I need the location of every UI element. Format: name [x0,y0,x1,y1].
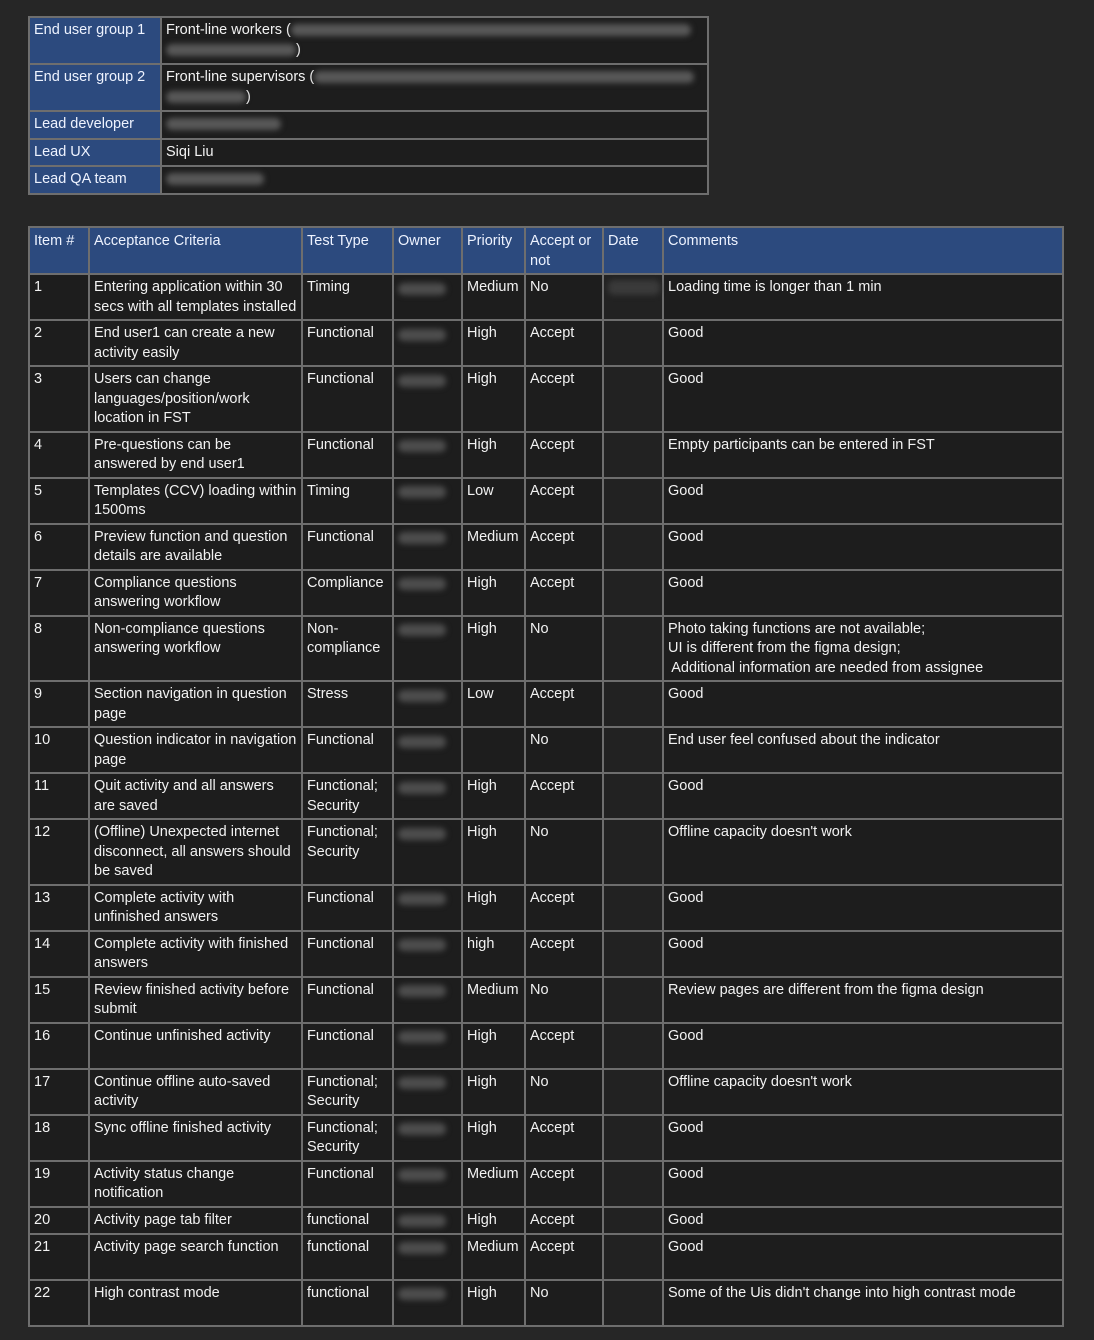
cell-item: 6 [29,524,89,570]
table-body [29,274,1063,1326]
cell-date [603,366,663,432]
cell-owner [393,1207,462,1234]
cell-date [603,977,663,1023]
cell-acceptance-criteria: High contrast mode [89,1280,302,1326]
cell-comments [663,1207,1063,1234]
info-value-suffix: ) [296,41,301,58]
table-row [29,432,1063,478]
cell-item: 22 [29,1280,89,1326]
comment-line: Loading time is longer than 1 min [668,279,882,295]
redacted-owner [398,1215,446,1227]
cell-item: 4 [29,432,89,478]
cell-date [603,274,663,320]
cell-acceptance-criteria: Compliance questions answering workflow [89,570,302,616]
header-row [29,227,1063,274]
cell-date [603,1115,663,1161]
cell-priority: Medium [462,274,525,320]
cell-owner [393,977,462,1023]
cell-owner [393,727,462,773]
cell-owner [393,1234,462,1280]
cell-accept: No [525,1069,603,1115]
cell-owner [393,616,462,682]
redacted-name [166,118,281,130]
redacted-name [291,24,691,36]
cell-date [603,681,663,727]
table-row [29,1023,1063,1069]
comment-line: End user feel confused about the indicator [668,732,940,748]
project-info-table [28,16,709,195]
cell-test-type: Stress [302,681,393,727]
cell-owner [393,432,462,478]
cell-date [603,1234,663,1280]
cell-test-type: Functional; Security [302,819,393,885]
cell-owner [393,1023,462,1069]
comment-line: Offline capacity doesn't work [668,1073,852,1090]
cell-comments [663,616,1063,682]
table-row [29,616,1063,682]
cell-item: 9 [29,681,89,727]
redacted-owner [398,1288,446,1300]
cell-comments [663,1280,1063,1326]
cell-item: 1 [29,274,89,320]
table-row [29,727,1063,773]
cell-date [603,320,663,366]
comment-line: Good [668,686,704,702]
cell-item: 18 [29,1115,89,1161]
cell-priority: High [462,432,525,478]
cell-test-type: Functional [302,1161,393,1207]
cell-acceptance-criteria: Review finished activity before submit [89,977,302,1023]
info-row [29,166,708,194]
table-row [29,320,1063,366]
cell-priority: High [462,1115,525,1161]
cell-acceptance-criteria: Users can change languages/position/work location in FST [89,366,302,432]
cell-test-type: Functional [302,977,393,1023]
comment-line: Good [668,935,704,952]
comment-line: Good [668,371,704,387]
acceptance-criteria-table [28,226,1064,1327]
cell-accept: Accept [525,366,603,432]
info-value [161,111,708,139]
comment-line: Review pages are different from the figma design [668,981,984,998]
cell-item: 14 [29,931,89,977]
header-accept: Accept or not [525,227,603,274]
comment-line: Good [668,889,704,906]
cell-comments [663,478,1063,524]
cell-comments [663,977,1063,1023]
cell-date [603,478,663,524]
cell-date [603,1023,663,1069]
cell-owner [393,885,462,931]
table-row [29,931,1063,977]
redacted-owner [398,624,446,636]
cell-date [603,1280,663,1326]
redacted-name [166,91,246,103]
cell-priority: High [462,570,525,616]
cell-comments [663,773,1063,819]
cell-item: 21 [29,1234,89,1280]
comment-line: Good [668,574,704,591]
cell-accept: No [525,819,603,885]
cell-date [603,819,663,885]
redacted-owner [398,486,446,498]
project-info-body [29,17,708,194]
cell-item: 10 [29,727,89,773]
header-comments: Comments [663,227,1063,274]
comment-line: Some of the Uis didn't change into high contrast mode [668,1284,1016,1301]
redacted-owner [398,1169,446,1181]
redacted-owner [398,690,446,702]
cell-date [603,1069,663,1115]
info-row [29,111,708,139]
header-priority: Priority [462,227,525,274]
cell-comments [663,1069,1063,1115]
redacted-name [314,71,694,83]
info-label: Lead UX [29,139,161,167]
redacted-owner [398,1242,446,1254]
comment-line: Good [668,778,704,794]
cell-item: 20 [29,1207,89,1234]
info-value-text: Front-line workers ( [166,22,291,38]
table-header [29,227,1063,274]
redacted-owner [398,782,446,794]
table-row [29,1207,1063,1234]
cell-date [603,885,663,931]
cell-comments [663,819,1063,885]
cell-item: 15 [29,977,89,1023]
cell-test-type: Timing [302,274,393,320]
redacted-owner [398,828,446,840]
cell-acceptance-criteria: Complete activity with unfinished answers [89,885,302,931]
cell-date [603,616,663,682]
comment-line: Good [668,1238,704,1255]
cell-test-type: Compliance [302,570,393,616]
comment-line: Photo taking functions are not available; [668,620,926,637]
cell-date [603,773,663,819]
table-row [29,1280,1063,1326]
cell-comments [663,681,1063,727]
header-item: Item # [29,227,89,274]
cell-test-type: Functional [302,727,393,773]
info-row [29,17,708,64]
info-label: End user group 2 [29,64,161,111]
table-row [29,885,1063,931]
cell-accept: Accept [525,478,603,524]
header-date: Date [603,227,663,274]
cell-accept: No [525,977,603,1023]
cell-test-type: Non-compliance [302,616,393,682]
cell-acceptance-criteria: End user1 can create a new activity easily [89,320,302,366]
cell-acceptance-criteria: Templates (CCV) loading within 1500ms [89,478,302,524]
cell-date [603,524,663,570]
cell-accept: No [525,616,603,682]
cell-acceptance-criteria: Activity page search function [89,1234,302,1280]
table-row [29,524,1063,570]
cell-acceptance-criteria: Continue unfinished activity [89,1023,302,1069]
cell-test-type: Functional; Security [302,1069,393,1115]
cell-priority: High [462,616,525,682]
cell-comments [663,366,1063,432]
cell-item: 8 [29,616,89,682]
redacted-owner [398,985,446,997]
info-value-text: Siqi Liu [166,143,214,160]
cell-comments [663,931,1063,977]
info-value [161,64,708,111]
cell-acceptance-criteria: Sync offline finished activity [89,1115,302,1161]
info-row [29,139,708,167]
redacted-owner [398,893,446,905]
info-value-text: Front-line supervisors ( [166,69,315,85]
cell-item: 13 [29,885,89,931]
cell-acceptance-criteria: Non-compliance questions answering workflow [89,616,302,682]
cell-accept: Accept [525,1207,603,1234]
comment-line: Good [668,482,704,499]
cell-item: 3 [29,366,89,432]
cell-date [603,1161,663,1207]
header-acceptance-criteria: Acceptance Criteria [89,227,302,274]
comment-line: Good [668,1119,704,1136]
cell-priority: High [462,320,525,366]
redacted-owner [398,440,446,452]
table-row [29,1115,1063,1161]
comment-line: Good [668,1211,704,1228]
cell-accept: Accept [525,773,603,819]
cell-date [603,432,663,478]
cell-comments [663,524,1063,570]
cell-acceptance-criteria: Activity page tab filter [89,1207,302,1234]
comment-line: Good [668,1165,704,1182]
info-row [29,64,708,111]
cell-item: 17 [29,1069,89,1115]
info-label: Lead QA team [29,166,161,194]
cell-priority: Medium [462,1161,525,1207]
cell-owner [393,1115,462,1161]
cell-test-type: Timing [302,478,393,524]
cell-date [603,570,663,616]
cell-accept: Accept [525,931,603,977]
cell-item: 11 [29,773,89,819]
table-row [29,274,1063,320]
redacted-name [166,44,296,56]
cell-priority [462,727,525,773]
cell-acceptance-criteria: Complete activity with finished answers [89,931,302,977]
info-value [161,166,708,194]
table-row [29,1234,1063,1280]
cell-priority: Low [462,478,525,524]
table-row [29,681,1063,727]
comment-line: Good [668,528,704,545]
cell-acceptance-criteria: Continue offline auto-saved activity [89,1069,302,1115]
cell-test-type: Functional; Security [302,773,393,819]
cell-test-type: functional [302,1280,393,1326]
info-label: Lead developer [29,111,161,139]
cell-test-type: Functional; Security [302,1115,393,1161]
table-row [29,819,1063,885]
table-row [29,1069,1063,1115]
cell-priority: High [462,885,525,931]
cell-acceptance-criteria: Preview function and question details are available [89,524,302,570]
cell-accept: No [525,727,603,773]
cell-accept: Accept [525,681,603,727]
cell-owner [393,819,462,885]
cell-comments [663,1115,1063,1161]
cell-date [603,1207,663,1234]
comment-line: Good [668,1027,704,1044]
cell-comments [663,274,1063,320]
table-row [29,478,1063,524]
cell-owner [393,274,462,320]
cell-comments [663,1023,1063,1069]
cell-priority: Medium [462,977,525,1023]
cell-comments [663,1161,1063,1207]
header-test-type: Test Type [302,227,393,274]
table-row [29,366,1063,432]
redacted-owner [398,1123,446,1135]
cell-priority: High [462,1207,525,1234]
cell-test-type: Functional [302,1023,393,1069]
cell-priority: High [462,1069,525,1115]
cell-priority: high [462,931,525,977]
cell-test-type: Functional [302,931,393,977]
cell-accept: Accept [525,1115,603,1161]
cell-priority: Medium [462,1234,525,1280]
redacted-owner [398,578,446,590]
cell-item: 19 [29,1161,89,1207]
redacted-owner [398,329,446,341]
cell-priority: High [462,366,525,432]
cell-comments [663,1234,1063,1280]
cell-accept: Accept [525,885,603,931]
cell-acceptance-criteria: Question indicator in navigation page [89,727,302,773]
cell-date [603,727,663,773]
cell-owner [393,1280,462,1326]
cell-owner [393,1161,462,1207]
cell-acceptance-criteria: (Offline) Unexpected internet disconnect, all answers should be saved [89,819,302,885]
cell-acceptance-criteria: Quit activity and all answers are saved [89,773,302,819]
redacted-owner [398,532,446,544]
cell-priority: Low [462,681,525,727]
cell-accept: Accept [525,432,603,478]
redacted-owner [398,736,446,748]
table-row [29,773,1063,819]
cell-accept: Accept [525,524,603,570]
cell-test-type: Functional [302,320,393,366]
cell-accept: Accept [525,1023,603,1069]
cell-item: 5 [29,478,89,524]
comment-line: Additional information are needed from assignee [668,659,984,676]
cell-priority: Medium [462,524,525,570]
table-row [29,570,1063,616]
cell-accept: No [525,274,603,320]
comment-line: Good [668,325,704,341]
cell-owner [393,931,462,977]
info-value [161,139,708,167]
cell-test-type: Functional [302,524,393,570]
cell-acceptance-criteria: Section navigation in question page [89,681,302,727]
cell-test-type: functional [302,1207,393,1234]
cell-accept: Accept [525,1234,603,1280]
cell-date [603,931,663,977]
cell-acceptance-criteria: Pre-questions can be answered by end user1 [89,432,302,478]
redacted-date [608,280,660,295]
cell-item: 16 [29,1023,89,1069]
cell-comments [663,432,1063,478]
redacted-owner [398,283,446,295]
cell-priority: High [462,1280,525,1326]
cell-owner [393,1069,462,1115]
info-value-suffix: ) [246,88,251,105]
cell-comments [663,885,1063,931]
cell-accept: Accept [525,1161,603,1207]
cell-owner [393,320,462,366]
cell-accept: Accept [525,320,603,366]
cell-owner [393,524,462,570]
cell-test-type: Functional [302,885,393,931]
cell-accept: Accept [525,570,603,616]
cell-owner [393,681,462,727]
cell-priority: High [462,773,525,819]
cell-acceptance-criteria: Entering application within 30 secs with all templates installed [89,274,302,320]
cell-comments [663,570,1063,616]
cell-owner [393,773,462,819]
comment-line: Empty participants can be entered in FST [668,436,935,453]
cell-comments [663,320,1063,366]
cell-item: 2 [29,320,89,366]
cell-owner [393,570,462,616]
table-row [29,1161,1063,1207]
info-label: End user group 1 [29,17,161,64]
cell-priority: High [462,1023,525,1069]
cell-test-type: Functional [302,366,393,432]
cell-acceptance-criteria: Activity status change notification [89,1161,302,1207]
redacted-owner [398,375,446,387]
cell-test-type: functional [302,1234,393,1280]
redacted-owner [398,1031,446,1043]
cell-accept: No [525,1280,603,1326]
comment-line: UI is different from the figma design; [668,640,901,656]
cell-owner [393,366,462,432]
comment-line: Offline capacity doesn't work [668,824,852,840]
cell-item: 12 [29,819,89,885]
cell-priority: High [462,819,525,885]
header-owner: Owner [393,227,462,274]
table-row [29,977,1063,1023]
cell-comments [663,727,1063,773]
redacted-owner [398,1077,446,1089]
cell-test-type: Functional [302,432,393,478]
redacted-name [166,173,264,185]
redacted-owner [398,939,446,951]
info-value [161,17,708,64]
cell-owner [393,478,462,524]
cell-item: 7 [29,570,89,616]
